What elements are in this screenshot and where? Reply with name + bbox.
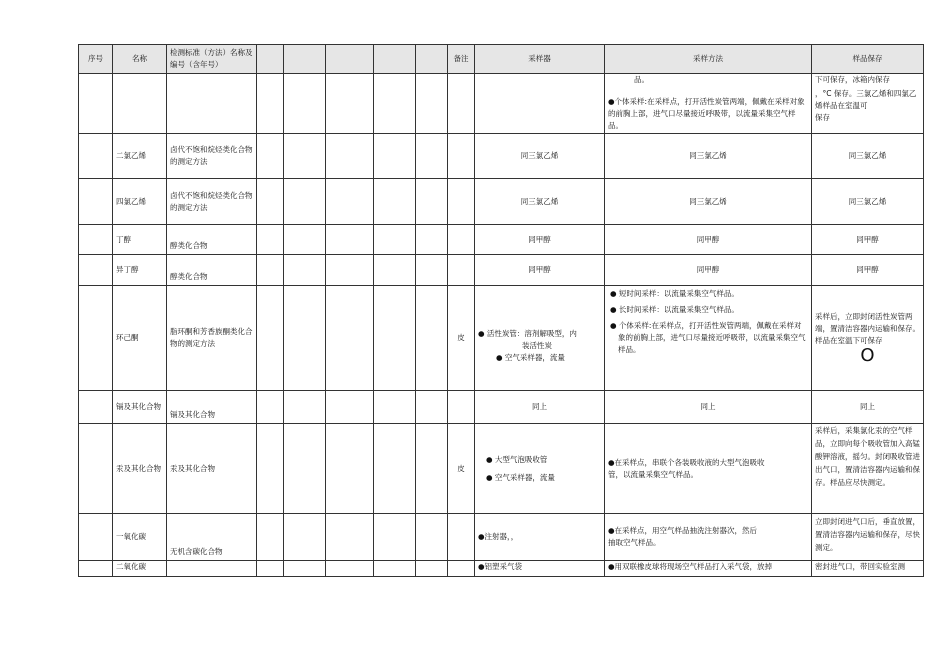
cell-seq xyxy=(79,179,113,225)
cell-seq xyxy=(79,424,113,514)
cell-blank xyxy=(326,255,374,286)
table-row xyxy=(79,391,924,424)
cell-blank xyxy=(326,225,374,255)
cell-sampler: 同三氯乙烯 xyxy=(475,179,605,225)
cell-seq xyxy=(79,134,113,179)
cell-remark: 皮 xyxy=(448,424,475,514)
cell-blank xyxy=(257,74,284,134)
cell-standard: 卤代不饱和烷烃类化合物的测定方法 xyxy=(167,134,257,179)
cell-blank xyxy=(326,286,374,391)
cell-standard: 卤代不饱和烷烃类化合物的测定方法 xyxy=(167,179,257,225)
cell-seq xyxy=(79,514,113,561)
cell-storage: 同甲醇 xyxy=(812,225,924,255)
cell-storage: 同上 xyxy=(812,391,924,424)
method-line: 品。 xyxy=(634,75,649,84)
cell-blank xyxy=(416,286,448,391)
cell-seq xyxy=(79,225,113,255)
cell-name xyxy=(113,561,167,577)
method-text: ●用双联橡皮球将现场空气样品打入采气袋，放掉 xyxy=(608,562,773,571)
header-storage: 样品保存 xyxy=(812,45,924,74)
cell-blank xyxy=(326,561,374,577)
cell-blank xyxy=(326,514,374,561)
cell-blank xyxy=(284,74,326,134)
table-row xyxy=(79,225,924,255)
header-name: 名称 xyxy=(113,45,167,74)
storage-text: 密封进气口，带回实验室测 xyxy=(815,562,905,571)
cell-blank xyxy=(374,134,416,179)
data-sheet xyxy=(78,44,920,577)
cell-blank xyxy=(374,225,416,255)
cell-blank xyxy=(257,179,284,225)
storage-line: 下可保存，冰箱内保存 xyxy=(815,75,890,84)
header-row xyxy=(79,45,924,74)
method-line: ●个体采样:在采样点，打开活性炭管两端，佩戴在采样对象的前胸上部，进气口尽量接近呼吸带，以流量采集空气样品。 xyxy=(608,97,805,130)
cell-name xyxy=(113,74,167,134)
header-sampler: 采样器 xyxy=(475,45,605,74)
storage-line: 采样后，采集氯化汞的空气样品，立即向每个吸收管加入高锰酸钾溶液，摇匀。封闭吸收管进出气口，置清洁容器内运输和保存。样品应尽快测定。 xyxy=(815,426,920,487)
storage-line: 采样后，立即封闭活性炭管两端，置清洁容器内运输和保存。样品在室温下可保存 xyxy=(815,312,920,345)
cell-name: 异丁醇 xyxy=(113,255,167,286)
header-seq: 序号 xyxy=(79,45,113,74)
cell-blank xyxy=(257,391,284,424)
cell-standard xyxy=(167,561,257,577)
cell-blank xyxy=(284,286,326,391)
cell-sampler xyxy=(475,424,605,514)
cell-standard: 醇类化合物 xyxy=(167,255,257,286)
cell-standard: 无机含碳化合物 xyxy=(167,514,257,561)
header-blank xyxy=(257,45,284,74)
method-line: ●在采样点，串联个各装吸收液的大型气泡吸收管，以流量采集空气样品。 xyxy=(608,457,765,479)
cell-remark xyxy=(448,561,475,577)
header-blank xyxy=(416,45,448,74)
table-row xyxy=(79,74,924,134)
cell-sampler xyxy=(475,561,605,577)
cell-name: 丁醇 xyxy=(113,225,167,255)
cell-method xyxy=(605,424,812,514)
cell-seq xyxy=(79,255,113,286)
cell-remark xyxy=(448,134,475,179)
cell-storage: 同三氯乙烯 xyxy=(812,134,924,179)
table-row xyxy=(79,286,924,391)
cell-blank xyxy=(416,74,448,134)
cell-blank xyxy=(284,561,326,577)
cell-blank xyxy=(257,225,284,255)
cell-standard: 镉及其化合物 xyxy=(167,391,257,424)
header-method: 采样方法 xyxy=(605,45,812,74)
cell-name: 四氯乙烯 xyxy=(113,179,167,225)
sampler-line: ● 活性炭管：溶剂解吸型，内 xyxy=(478,329,577,338)
cell-blank xyxy=(374,424,416,514)
cell-remark xyxy=(448,514,475,561)
cell-blank xyxy=(284,255,326,286)
cell-blank xyxy=(374,514,416,561)
cell-remark xyxy=(448,391,475,424)
cell-method: 同三氯乙烯 xyxy=(605,134,812,179)
header-blank xyxy=(284,45,326,74)
cell-seq xyxy=(79,391,113,424)
cell-name: 镉及其化合物 xyxy=(113,391,167,424)
header-blank xyxy=(374,45,416,74)
sampler-text: ●铝塑采气袋 xyxy=(478,562,523,571)
cell-blank xyxy=(284,391,326,424)
cell-blank xyxy=(374,391,416,424)
cell-blank xyxy=(374,179,416,225)
cell-name: 二氯乙烯 xyxy=(113,134,167,179)
header-blank xyxy=(326,45,374,74)
cell-method xyxy=(605,514,812,561)
cell-blank xyxy=(326,424,374,514)
sampling-table xyxy=(78,44,924,577)
table-row xyxy=(79,134,924,179)
sampler-line: 装活性炭 xyxy=(522,341,552,350)
cell-blank xyxy=(416,225,448,255)
cell-method: 同甲醇 xyxy=(605,225,812,255)
storage-line: ，°C 保存。三氯乙烯和四氯乙烯样品在室温可 xyxy=(815,89,917,110)
cell-blank xyxy=(326,391,374,424)
cell-blank xyxy=(284,134,326,179)
name-text: 二氧化碳 xyxy=(116,562,146,571)
method-line: ● 短时间采样：以流量采集空气样品。 xyxy=(610,289,739,298)
cell-blank xyxy=(326,74,374,134)
storage-line: 保存 xyxy=(815,113,830,122)
cell-blank xyxy=(374,255,416,286)
cell-method: 同上 xyxy=(605,391,812,424)
cell-blank xyxy=(416,424,448,514)
header-remark: 备注 xyxy=(448,45,475,74)
cell-name: 环己酮 xyxy=(113,286,167,391)
header-standard: 检测标准（方法）名称及编号（含年号） xyxy=(167,45,257,74)
cell-standard: 醇类化合物 xyxy=(167,225,257,255)
cell-remark xyxy=(448,74,475,134)
cell-blank xyxy=(416,561,448,577)
storage-line: 立即封闭进气口后，垂直放置，置清洁容器内运输和保存，尽快测定。 xyxy=(815,516,920,552)
cell-blank xyxy=(257,424,284,514)
table-row xyxy=(79,179,924,225)
cell-sampler: 同三氯乙烯 xyxy=(475,134,605,179)
cell-sampler xyxy=(475,286,605,391)
sampler-line: ● 大型气泡吸收管 xyxy=(486,454,548,464)
cell-storage: 同甲醇 xyxy=(812,255,924,286)
cell-blank xyxy=(284,424,326,514)
cell-blank xyxy=(416,514,448,561)
cell-remark xyxy=(448,225,475,255)
method-line: ● 长时间采样：以流量采集空气样品。 xyxy=(610,305,739,314)
cell-sampler: 同甲醇 xyxy=(475,255,605,286)
cell-blank xyxy=(416,391,448,424)
table-row xyxy=(79,424,924,514)
cell-storage: 同三氯乙烯 xyxy=(812,179,924,225)
cell-blank xyxy=(284,514,326,561)
cell-blank xyxy=(326,179,374,225)
cell-blank xyxy=(416,179,448,225)
storage-symbol: O xyxy=(860,345,875,366)
cell-standard: 汞及其化合物 xyxy=(167,424,257,514)
cell-method xyxy=(605,286,812,391)
cell-method xyxy=(605,561,812,577)
cell-blank xyxy=(374,74,416,134)
method-line: ●在采样点，用空气样品抽洗注射器次，然后抽取空气样品。 xyxy=(608,526,758,547)
cell-remark xyxy=(448,255,475,286)
sampler-line: ● 空气采样器，流量 xyxy=(496,353,565,362)
cell-blank xyxy=(326,134,374,179)
cell-name: 汞及其化合物 xyxy=(113,424,167,514)
cell-method: 同三氯乙烯 xyxy=(605,179,812,225)
cell-blank xyxy=(416,134,448,179)
cell-blank xyxy=(257,134,284,179)
cell-seq xyxy=(79,561,113,577)
cell-storage xyxy=(812,286,924,391)
cell-blank xyxy=(284,179,326,225)
method-line: ● 个体采样:在采样点，打开活性炭管两端，佩戴在采样对象的前胸上部，进气口尽量接近呼吸带，以流量采集空气样品。 xyxy=(610,321,806,354)
cell-sampler: 同甲醇 xyxy=(475,225,605,255)
cell-sampler: 同上 xyxy=(475,391,605,424)
cell-remark xyxy=(448,179,475,225)
cell-blank xyxy=(416,255,448,286)
sampler-line: ● 空气采样器，流量 xyxy=(486,472,555,482)
cell-sampler xyxy=(475,74,605,134)
cell-method xyxy=(605,74,812,134)
cell-blank xyxy=(257,514,284,561)
cell-method: 同甲醇 xyxy=(605,255,812,286)
cell-storage xyxy=(812,74,924,134)
cell-seq xyxy=(79,286,113,391)
cell-blank xyxy=(257,561,284,577)
table-row xyxy=(79,514,924,561)
cell-storage xyxy=(812,561,924,577)
table-row xyxy=(79,255,924,286)
cell-blank xyxy=(374,286,416,391)
cell-blank xyxy=(284,225,326,255)
cell-sampler: ●注射器，， xyxy=(475,514,605,561)
cell-storage xyxy=(812,424,924,514)
cell-seq xyxy=(79,74,113,134)
cell-storage xyxy=(812,514,924,561)
table-row xyxy=(79,561,924,577)
cell-name: 一氧化碳 xyxy=(113,514,167,561)
cell-remark: 皮 xyxy=(448,286,475,391)
cell-standard xyxy=(167,74,257,134)
cell-standard: 脂环酮和芳香族酮类化合物的测定方法 xyxy=(167,286,257,391)
cell-blank xyxy=(374,561,416,577)
cell-blank xyxy=(257,255,284,286)
cell-blank xyxy=(257,286,284,391)
